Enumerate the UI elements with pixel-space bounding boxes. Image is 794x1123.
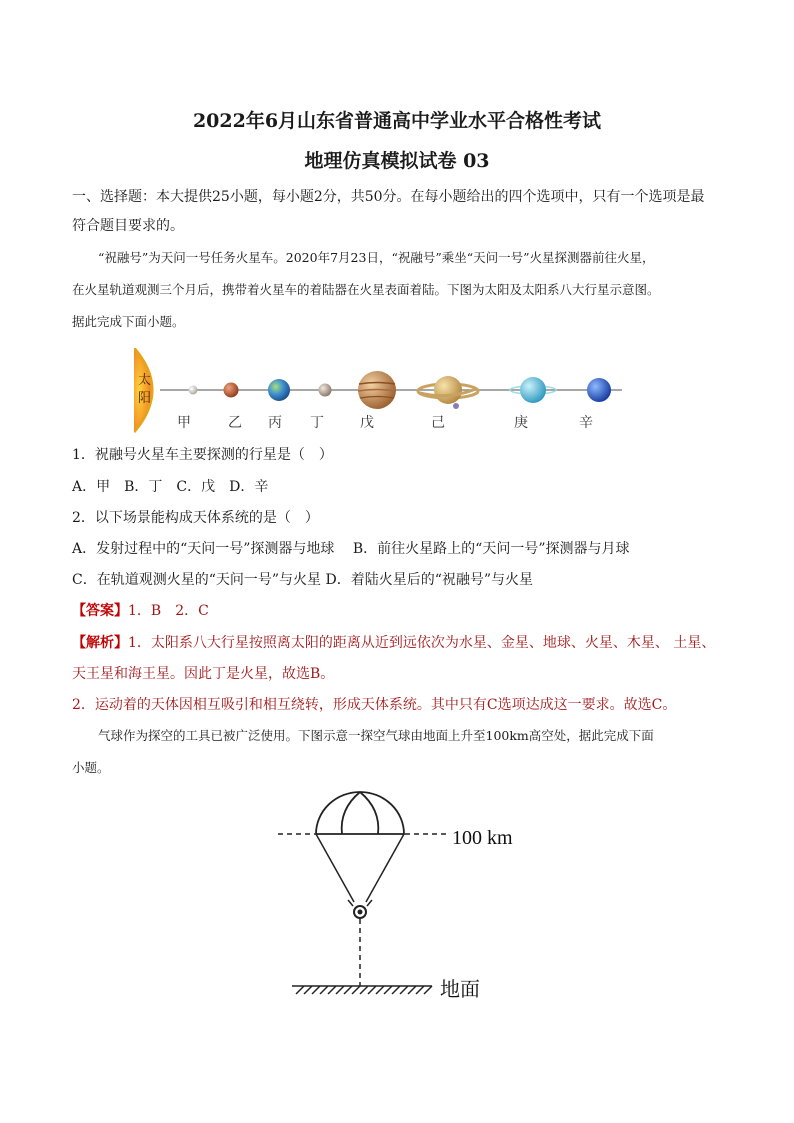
sun-icon [134,348,152,432]
question1-stem: 1．祝融号火星车主要探测的行星是（ ） [72,447,333,463]
section-instructions-line1: 一、选择题：本大提供25小题，每小题2分，共50分。在每小题给出的四个选项中，只有一个选项是最 [72,189,705,205]
planet-label-wu: 戊 [360,415,374,431]
answer-text: 1．B 2．C [128,603,209,619]
planet-label-yi: 乙 [228,415,242,431]
passage2-line2: 小题。 [72,760,110,775]
altitude-label: 100 km [452,827,513,849]
planet-label-ding: 丁 [310,415,324,431]
sun-label-1: 太 [138,373,152,388]
saturn-icon [418,376,478,409]
neptune-icon [587,378,611,402]
question2-options-line1: A．发射过程中的“天问一号”探测器与地球 B．前往火星路上的“天问一号”探测器与月球 [72,541,630,557]
balloon-suspension-lines [316,834,404,902]
exam-title: 2022年6月山东省普通高中学业水平合格性考试 [192,110,602,132]
question1-options: A．甲 B．丁 C．戊 D．辛 [72,479,269,495]
analysis-line1 [72,632,715,652]
answer-line [72,600,209,620]
venus-icon [224,383,239,398]
mercury-icon [189,386,198,395]
analysis-tag: 【解析】 [72,635,128,651]
exam-subtitle: 地理仿真模拟试卷 03 [304,150,490,172]
planet-label-jia: 甲 [177,415,191,431]
planet-label-bing: 丙 [268,415,282,431]
jupiter-icon [358,371,396,409]
solar-system-figure [134,348,628,436]
analysis-line2: 天王星和海王星。因此丁是火星，故选B。 [72,666,335,682]
passage1-line3: 据此完成下面小题。 [72,314,185,329]
analysis-text-1: 1．太阳系八大行星按照离太阳的距离从近到远依次为水星、金星、地球、火星、木星、 土星、 [128,635,716,651]
planet-label-xin: 辛 [579,415,593,431]
ground-hatch-icon [292,986,432,994]
planet-label-ji: 己 [431,415,445,431]
passage2-line1: 气球作为探空的工具已被广泛使用。下图示意一探空气球由地面上升至100km高空处，据此完成下面 [98,728,654,743]
section-instructions-line2: 符合题目要求的。 [72,218,184,234]
sun-label-2: 阳 [138,391,152,406]
earth-icon [268,379,290,401]
analysis-line3: 2．运动着的天体因相互吸引和相互绕转，形成天体系统。其中只有C选项达成这一要求。故选C。 [72,697,677,713]
passage1-line1: “祝融号”为天问一号任务火星车。2020年7月23日，“祝融号”乘坐“天问一号”火星探测器前往火星， [98,250,655,265]
question2-options-line2: C．在轨道观测火星的“天问一号”与火星 D．着陆火星后的“祝融号”与火星 [72,572,534,588]
planet-label-geng: 庚 [514,415,528,431]
balloon-canopy-icon [316,792,404,834]
answer-tag: 【答案】 [72,603,128,619]
passage1-line2: 在火星轨道观测三个月后，携带着火星车的着陆器在火星表面着陆。下图为太阳及太阳系八大行星示意图。 [72,282,660,297]
sonde-payload-icon [348,900,372,918]
mars-icon [319,384,332,397]
balloon-figure [262,782,522,1004]
question2-stem: 2．以下场景能构成天体系统的是（ ） [72,510,319,526]
ground-label: 地面 [440,977,480,1001]
